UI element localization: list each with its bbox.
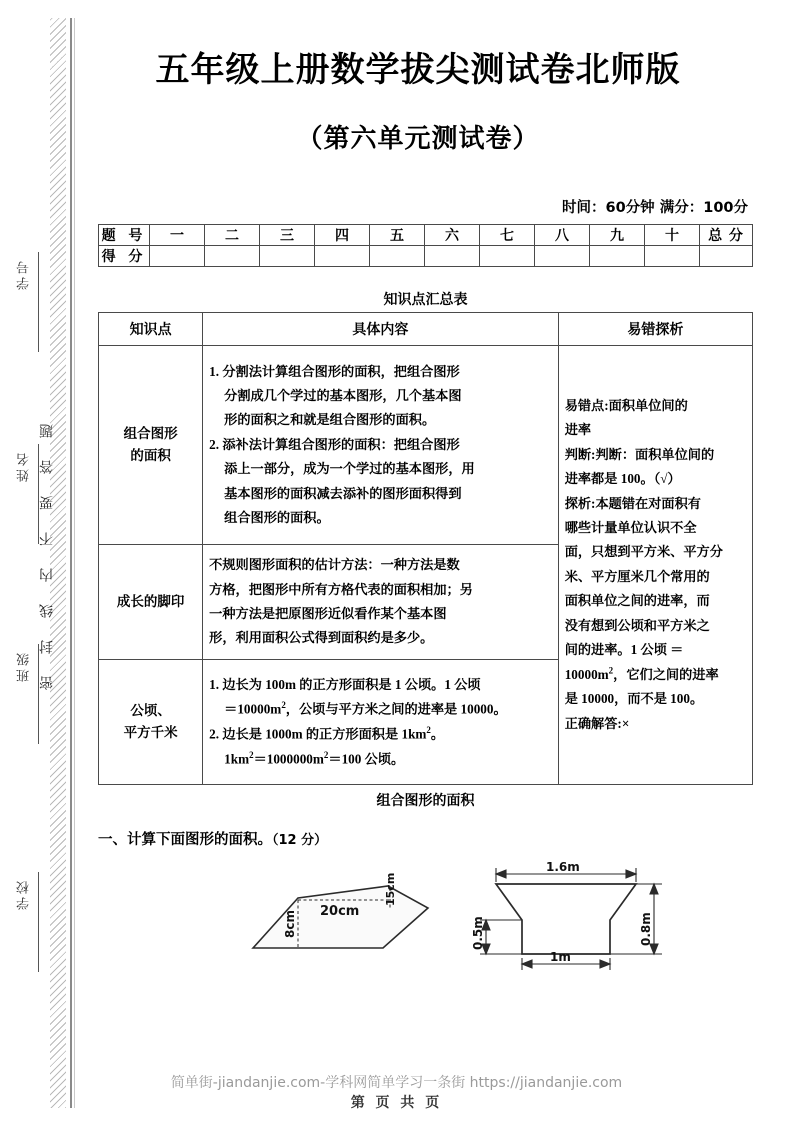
score-table-mark-cell[interactable] — [480, 246, 535, 267]
page-subtitle: （第六单元测试卷） — [296, 124, 540, 154]
field-class-rule — [38, 644, 39, 744]
score-table-row-label: 得 分 — [99, 246, 150, 267]
seal-rule-line — [70, 18, 72, 1108]
score-table-mark-cell[interactable] — [425, 246, 480, 267]
score-table-mark-cell[interactable] — [535, 246, 590, 267]
score-table-question-number: 十 — [645, 225, 700, 246]
score-table-question-row — [99, 225, 753, 246]
knowledge-table-caption: 知识点汇总表 — [383, 292, 468, 308]
score-table-row-label: 题 号 — [99, 225, 150, 246]
field-student-id-label: 学号 — [16, 258, 31, 290]
score-table-question-number: 五 — [370, 225, 425, 246]
score-table-mark-cell[interactable] — [315, 246, 370, 267]
header-error-analysis: 易错探析 — [558, 313, 752, 346]
score-table-question-number: 二 — [205, 225, 260, 246]
score-table-question-number: 一 — [150, 225, 205, 246]
question-1-prompt — [98, 828, 327, 849]
label-base-20cm: 20cm — [320, 904, 360, 919]
score-table-question-number: 八 — [535, 225, 590, 246]
exam-meta-info: 时间：60分钟 满分：100分 — [562, 200, 748, 216]
header-knowledge-point: 知识点 — [99, 313, 203, 346]
knowledge-table-header-row — [99, 313, 753, 346]
label-right-0_8m: 0.8m — [639, 912, 653, 946]
figures-container — [98, 858, 753, 978]
header-detail-content: 具体内容 — [203, 313, 559, 346]
score-table-total-label: 总 分 — [700, 225, 753, 246]
score-table — [98, 224, 753, 267]
score-table-question-number: 九 — [590, 225, 645, 246]
seal-rule-line-secondary — [74, 18, 75, 1108]
page-title: 五年级上册数学拔尖测试卷北师版 — [155, 50, 681, 90]
score-table-question-number: 六 — [425, 225, 480, 246]
question-1-text: 一、计算下面图形的面积。 — [98, 832, 272, 848]
section-heading: 组合图形的面积 — [376, 793, 475, 809]
field-student-id-rule — [38, 252, 39, 352]
label-side-15cm: 15cm — [384, 872, 397, 906]
label-top-1_6m: 1.6m — [546, 860, 580, 874]
question-1-points: （12 分） — [272, 833, 328, 848]
seal-line-text: 密封线内不要答题 — [40, 402, 55, 690]
footer-source: 简单街-jiandanjie.com-学科网简单学习一条街 https://jiandanjie.com — [170, 1075, 623, 1091]
score-table-mark-row — [99, 246, 753, 267]
score-table-question-number: 七 — [480, 225, 535, 246]
knowledge-detail-cell: 不规则图形面积的估计方法：一种方法是数 方格，把图形中所有方格代表的面积相加；另 一种方法是把原图形近似看作某个基本图 形，利用面积公式得到面积约是多少。 — [203, 545, 559, 660]
error-analysis-cell: 易错点:面积单位间的 进率 判断:判断：面积单位间的 进率都是 100。（√） 探析:本题错在对面积有 哪些计量单位认识不全 面，只想到平方米、平方分 米、平方厘米几个常用的 面积单位之间的进率，而 没有想到公顷和平方米之 间的进率。1 公顷 ＝ $10000m^2$，它们之间的进率 是 10000，而不是 100。 正确解答:× — [558, 346, 752, 785]
label-bottom-1m: 1m — [550, 950, 571, 964]
knowledge-point-cell: 公顷、 平方千米 — [99, 660, 203, 785]
knowledge-table — [98, 312, 753, 785]
footer-page-number: 第 页 共 页 — [350, 1095, 443, 1111]
knowledge-point-cell: 成长的脚印 — [99, 545, 203, 660]
knowledge-point-cell: 组合图形 的面积 — [99, 346, 203, 545]
field-name-label: 姓名 — [16, 450, 31, 482]
score-table-total-cell[interactable] — [700, 246, 753, 267]
label-height-8cm: 8cm — [283, 910, 297, 938]
knowledge-detail-cell: 1. 边长为 100m 的正方形面积是 1 公顷。1 公顷 $=10000m^2$，公顷与平方米之间的进率是 10000。 2. 边长是 1000m 的正方形面积是 $1km^2$。 $1km^2=1000000m^2=100$ 公顷。 — [203, 660, 559, 785]
score-table-question-number: 四 — [315, 225, 370, 246]
field-school-label: 学校 — [16, 878, 31, 910]
knowledge-detail-cell: 1. 分割法计算组合图形的面积，把组合图形 分割成几个学过的基本图形，几个基本图 形的面积之和就是组合图形的面积。 2. 添补法计算组合图形的面积：把组合图形 添上一部分，成为一个学过的基本图形，用 基本图形的面积减去添补的图形面积得到 组合图形的面积。 — [203, 346, 559, 545]
score-table-mark-cell[interactable] — [645, 246, 700, 267]
knowledge-table-row — [99, 346, 753, 545]
score-table-mark-cell[interactable] — [370, 246, 425, 267]
dimension-left-0_5m — [480, 920, 522, 954]
figures-svg — [98, 858, 753, 978]
score-table-question-number: 三 — [260, 225, 315, 246]
score-table-mark-cell[interactable] — [590, 246, 645, 267]
field-class-label: 班级 — [16, 650, 31, 682]
field-name-rule — [38, 444, 39, 544]
score-table-mark-cell[interactable] — [260, 246, 315, 267]
trapezoid-cup-figure — [496, 884, 636, 954]
score-table-mark-cell[interactable] — [150, 246, 205, 267]
field-school-rule — [38, 872, 39, 972]
score-table-mark-cell[interactable] — [205, 246, 260, 267]
label-left-0_5m: 0.5m — [471, 916, 485, 950]
